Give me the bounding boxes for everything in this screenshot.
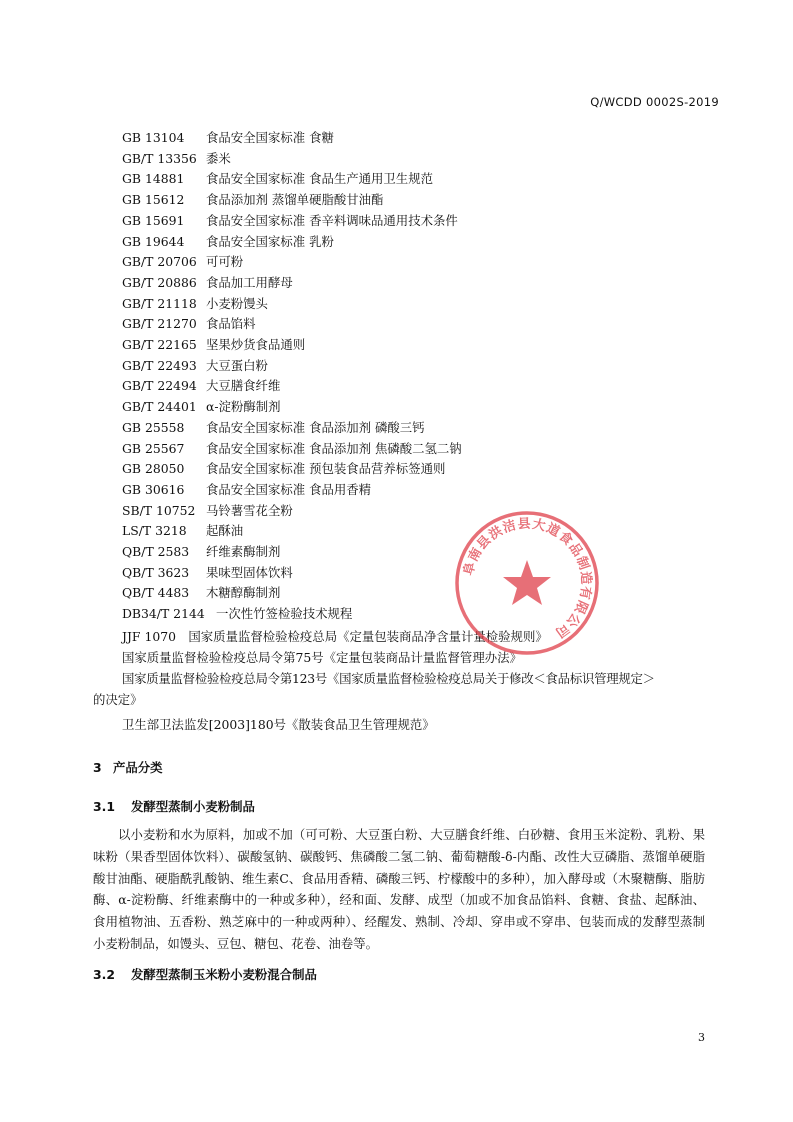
page-number: 3 (698, 1031, 705, 1044)
regulation-order-123: 国家质量监督检验检疫总局令第123号《国家质量监督检验检疫总局关于修改＜食品标识管理规定＞ (122, 671, 655, 686)
reference-title: 食品安全国家标准 食品添加剂 磷酸三钙 (206, 419, 425, 435)
section-title: 产品分类 (113, 760, 163, 775)
reference-item (122, 583, 280, 604)
reference-code: SB/T 10752 (122, 502, 196, 518)
reference-item (122, 604, 352, 625)
reference-item (122, 314, 256, 335)
reference-title: 起酥油 (206, 523, 244, 539)
regulation-order-123-cont: 的决定》 (93, 692, 143, 707)
reference-code: GB 15612 (122, 192, 185, 208)
reference-item (122, 459, 445, 480)
reference-title: 食品安全国家标准 预包装食品营养标签通则 (206, 461, 446, 477)
reference-title: 食品安全国家标准 食品生产通用卫生规范 (206, 171, 433, 187)
reference-code: GB 28050 (122, 461, 185, 477)
reference-code: GB 25558 (122, 419, 185, 435)
subsection-body: 以小麦粉和水为原料，加或不加（可可粉、大豆蛋白粉、大豆膳食纤维、白砂糖、食用玉米淀粉、乳粉、果味粉（果香型固体饮料）、碳酸氢钠、碳酸钙、焦磷酸二氢二钠、葡萄糖酸-δ-内酯、改性大豆磷脂、蒸馏单硬脂酸甘油酯、硬脂酰乳酸钠、维生素C、食品用香精、磷酸三钙、柠檬酸中的多种），加入酵母或（木聚糖酶、脂肪酶、α-淀粉酶、纤维素酶中的一种或多种），经和面、发酵、成型（加或不加食品馅料、食糖、食盐、起酥油、食用植物油、五香粉、熟芝麻中的一种或两种）、经醒发、熟制、冷却、穿串或不穿串、包装而成的发酵型蒸制小麦粉制品，如馒头、豆包、糖包、花卷、油卷等。 (93, 827, 705, 951)
reference-code: GB 25567 (122, 440, 185, 456)
reference-item (122, 563, 293, 584)
reference-code: GB/T 21270 (122, 316, 197, 332)
reference-item (122, 190, 383, 211)
reference-item (122, 542, 280, 563)
reference-title: α-淀粉酶制剂 (206, 399, 281, 415)
reference-item (122, 376, 280, 397)
reference-item (122, 211, 458, 232)
reference-title: 食品加工用酵母 (206, 274, 293, 290)
reference-title: 马铃薯雪花全粉 (206, 502, 293, 518)
svg-text:阜南县洪洁县大道食品制造有限公司: 阜南县洪洁县大道食品制造有限公司 (461, 516, 594, 641)
reference-item (122, 232, 334, 253)
reference-title: 食品添加剂 蒸馏单硬脂酸甘油酯 (206, 192, 384, 208)
reference-item (122, 356, 268, 377)
subsection-number: 3.2 (93, 967, 115, 982)
subsection-heading (93, 965, 317, 983)
reference-code: GB 19644 (122, 233, 185, 249)
reference-code: GB/T 21118 (122, 295, 197, 311)
reference-code: GB/T 24401 (122, 399, 197, 415)
subsection-title: 发酵型蒸制玉米粉小麦粉混合制品 (131, 967, 317, 982)
reference-title: 大豆膳食纤维 (206, 378, 281, 394)
regulation-order-75: 国家质量监督检验检疫总局令第75号《定量包装商品计量监督管理办法》 (122, 650, 522, 665)
reference-title: 食品安全国家标准 乳粉 (206, 233, 334, 249)
reference-item (122, 273, 293, 294)
company-seal-stamp (452, 508, 602, 658)
reference-code: QB/T 2583 (122, 544, 190, 559)
subsection-heading (93, 797, 255, 815)
reference-code: QB/T 4483 (122, 585, 190, 601)
reference-title: 纤维素酶制剂 (206, 544, 281, 559)
reference-title: 大豆蛋白粉 (206, 357, 268, 373)
document-code: Q/WCDD 0002S-2019 (590, 95, 719, 109)
reference-item (122, 335, 305, 356)
reference-code: GB 14881 (122, 171, 185, 187)
reference-item (122, 439, 462, 460)
subsection-title: 发酵型蒸制小麦粉制品 (131, 799, 255, 814)
reference-item (122, 252, 243, 273)
reference-title: 食品安全国家标准 食品添加剂 焦磷酸二氢二钠 (206, 440, 462, 456)
reference-code: GB/T 22494 (122, 378, 197, 394)
reference-title: 可可粉 (206, 254, 244, 270)
reference-code: GB/T 22165 (122, 337, 197, 352)
reference-title: 小麦粉馒头 (206, 295, 268, 311)
reference-item (122, 480, 371, 501)
reference-item (122, 294, 268, 315)
reference-title: 一次性竹签检验技术规程 (216, 606, 353, 622)
section-number: 3 (93, 760, 102, 775)
regulation-jjf: JJF 1070 国家质量监督检验检疫总局《定量包装商品净含量计量检验规则》 (122, 629, 548, 644)
section-heading (93, 758, 163, 776)
reference-title: 木糖醇酶制剂 (206, 585, 281, 601)
reference-item (122, 501, 293, 522)
reference-title: 食品馅料 (206, 316, 256, 332)
reference-item (122, 149, 231, 170)
reference-code: LS/T 3218 (122, 523, 187, 539)
reference-item (122, 397, 281, 418)
reference-title: 食品安全国家标准 食品用香精 (206, 481, 372, 497)
reference-code: GB/T 22493 (122, 357, 197, 373)
reference-code: GB 15691 (122, 212, 185, 228)
regulation-moh: 卫生部卫法监发[2003]180号《散装食品卫生管理规范》 (122, 717, 435, 732)
reference-code: GB 30616 (122, 481, 185, 497)
reference-item (122, 521, 243, 542)
reference-item (122, 128, 334, 149)
reference-title: 黍米 (206, 150, 231, 166)
reference-title: 果味型固体饮料 (206, 564, 293, 580)
reference-title: 坚果炒货食品通则 (206, 337, 306, 352)
reference-item (122, 169, 433, 190)
reference-code: GB 13104 (122, 130, 185, 145)
reference-code: DB34/T 2144 (122, 606, 205, 622)
reference-code: GB/T 20886 (122, 274, 197, 290)
reference-code: GB/T 20706 (122, 254, 197, 270)
reference-title: 食品安全国家标准 香辛料调味品通用技术条件 (206, 212, 458, 228)
reference-code: QB/T 3623 (122, 564, 190, 580)
reference-item (122, 418, 425, 439)
reference-title: 食品安全国家标准 食糖 (206, 130, 334, 145)
reference-code: GB/T 13356 (122, 150, 197, 166)
subsection-number: 3.1 (93, 799, 115, 814)
